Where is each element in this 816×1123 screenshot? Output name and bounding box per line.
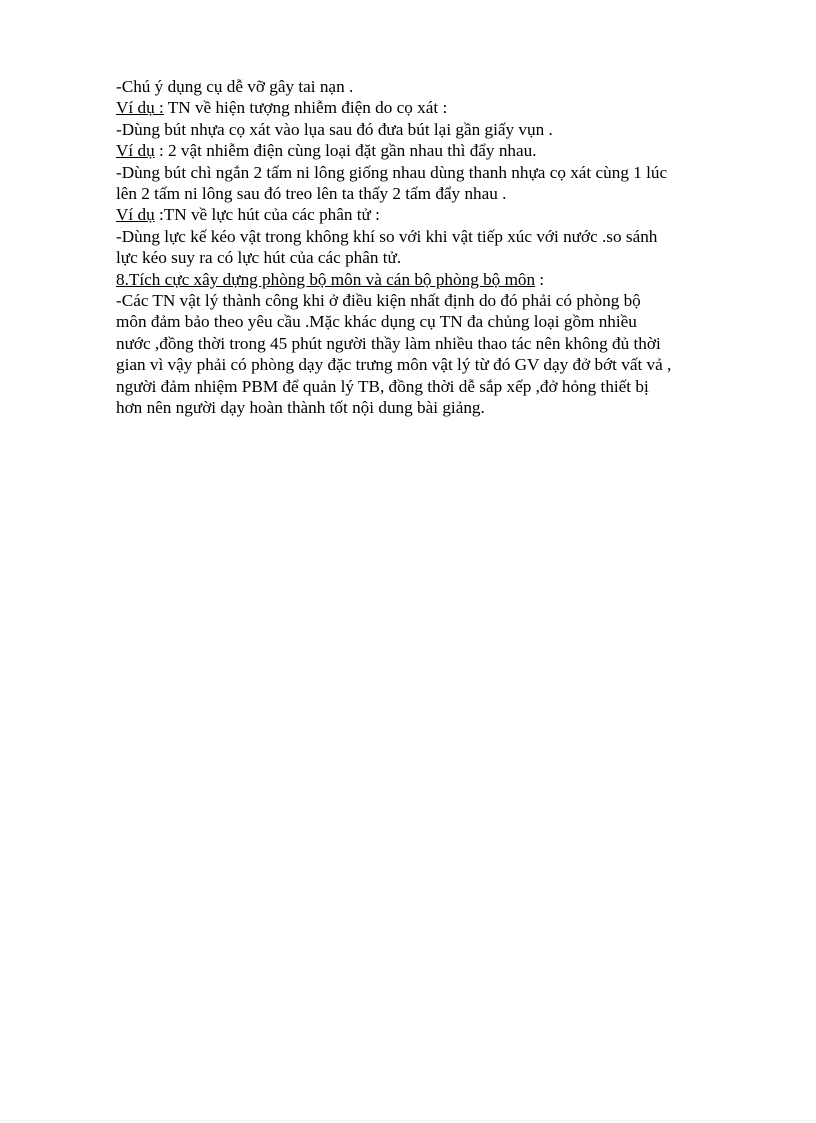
document-body: [116, 76, 746, 419]
line-text: lực kéo suy ra có lực hút của các phân tử.: [116, 248, 402, 268]
body-line: [116, 183, 746, 204]
body-line: [116, 76, 746, 97]
body-line: [116, 226, 746, 247]
line-text: -Dùng bút nhựa cọ xát vào lụa sau đó đưa bút lại gần giấy vụn .: [116, 119, 553, 139]
body-line: [116, 119, 746, 140]
page-bottom-edge: [0, 1120, 816, 1121]
body-line: [116, 397, 746, 418]
section-heading: [116, 269, 746, 290]
line-text: -Dùng lực kế kéo vật trong không khí so với khi vật tiếp xúc với nước .so sánh: [116, 226, 658, 246]
line-text: gian vì vậy phải có phòng dạy đặc trưng môn vật lý từ đó GV dạy đở bớt vất vả ,: [116, 355, 672, 375]
line-text: nước ,đồng thời trong 45 phút người thầy làm nhiều thao tác nên không đủ thời: [116, 333, 661, 353]
example-line: [116, 140, 746, 161]
line-text: người đảm nhiệm PBM để quản lý TB, đồng thời dễ sắp xếp ,đở hỏng thiết bị: [116, 376, 649, 396]
line-text: :TN về lực hút của các phân tử :: [154, 205, 380, 225]
body-line: [116, 333, 746, 354]
example-label: Ví dụ: [116, 141, 155, 161]
line-text: -Dùng bút chì ngắn 2 tấm ni lông giống nhau dùng thanh nhựa cọ xát cùng 1 lúc: [116, 162, 668, 182]
body-line: [116, 354, 746, 375]
line-text: hơn nên người dạy hoàn thành tốt nội dung bài giảng.: [116, 398, 485, 418]
body-line: [116, 247, 746, 268]
line-text: TN về hiện tượng nhiễm điện do cọ xát :: [163, 98, 448, 118]
line-text: lên 2 tấm ni lông sau đó treo lên ta thấy 2 tấm đẩy nhau .: [116, 184, 507, 204]
example-label: Ví dụ :: [116, 98, 164, 118]
body-line: [116, 376, 746, 397]
line-text: : 2 vật nhiễm điện cùng loại đặt gần nhau thì đẩy nhau.: [154, 141, 537, 161]
body-line: [116, 311, 746, 332]
body-line: [116, 162, 746, 183]
example-line: [116, 97, 746, 118]
section-heading-text: 8.Tích cực xây dựng phòng bộ môn và cán bộ phòng bộ môn: [116, 269, 536, 289]
line-text: -Chú ý dụng cụ dễ vỡ gây tai nạn .: [116, 77, 354, 96]
body-line: [116, 290, 746, 311]
example-line: [116, 204, 746, 225]
line-text: môn đảm bảo theo yêu cầu .Mặc khác dụng cụ TN đa chủng loại gồm nhiều: [116, 312, 637, 332]
line-text: :: [535, 269, 545, 289]
example-label: Ví dụ: [116, 205, 155, 225]
line-text: -Các TN vật lý thành công khi ở điều kiện nhất định do đó phải có phòng bộ: [116, 291, 641, 311]
